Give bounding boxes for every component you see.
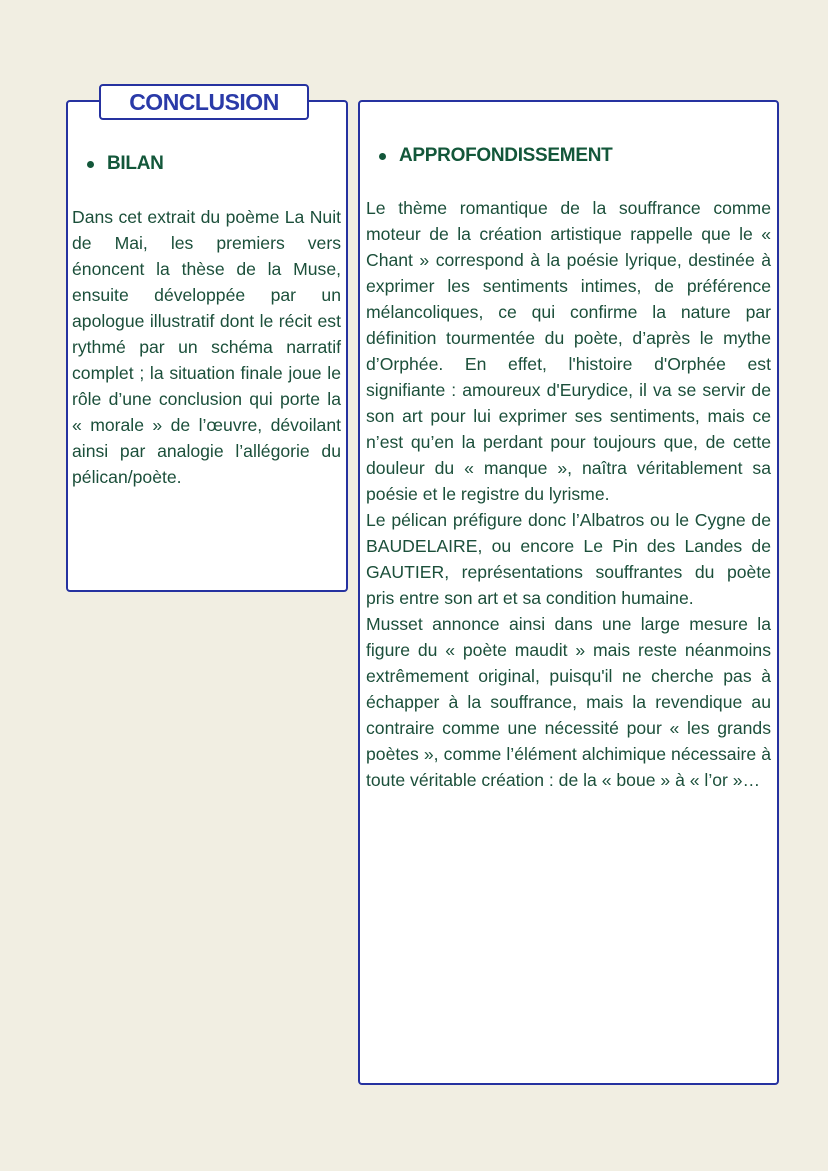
- approfondissement-paragraph-musset: Musset annonce ainsi dans une large mesure la figure du « poète maudit » mais reste néanmoins extrêmement original, puisqu'il ne cherche pas à échapper à la souffrance, mais la revendique au contraire comme une nécessité pour « les grands poètes », comme l’élément alchimique nécessaire à toute véritable création : de la « boue » à « l’or »…: [366, 614, 771, 790]
- approfondissement-body: [366, 195, 771, 793]
- bilan-heading-text: BILAN: [107, 153, 164, 174]
- bilan-paragraph: Dans cet extrait du poème La Nuit de Mai, les premiers vers énoncent la thèse de la Muse, ensuite développée par un apologue illustratif dont le récit est rythmé par un schéma narratif complet ; la situation finale joue le rôle d’une conclusion qui porte la « morale » de l’œuvre, dévoilant ainsi par analogie l’allégorie du pélican/poète.: [72, 207, 341, 487]
- conclusion-title: [99, 84, 309, 120]
- bullet-icon: [379, 153, 386, 160]
- approfondissement-paragraph-orphee: Le thème romantique de la souffrance comme moteur de la création artistique rappelle que le « Chant » correspond à la poésie lyrique, destinée à exprimer les sentiments intimes, de préférence mélancoliques, ce qui confirme la nature par définition tourmentée du poète, d’après le mythe d’Orphée. En effet, l'histoire d'Orphée est signifiante : amoureux d'Eurydice, il va se servir de son art pour lui exprimer ses sentiments, mais ce n’est qu’en la perdant pour toujours que, de cette douleur du « manque », naîtra véritablement sa poésie et le registre du lyrisme.: [366, 198, 771, 504]
- conclusion-title-text: CONCLUSION: [129, 88, 279, 115]
- bilan-heading: [87, 153, 164, 175]
- approfondissement-paragraph-pelican: Le pélican préfigure donc l’Albatros ou le Cygne de BAUDELAIRE, ou encore Le Pin des Landes de GAUTIER, représentations souffrantes du poète pris entre son art et sa condition humaine.: [366, 510, 771, 608]
- approfondissement-heading: [379, 145, 612, 167]
- bullet-icon: [87, 161, 94, 168]
- approfondissement-heading-text: APPROFONDISSEMENT: [399, 145, 613, 166]
